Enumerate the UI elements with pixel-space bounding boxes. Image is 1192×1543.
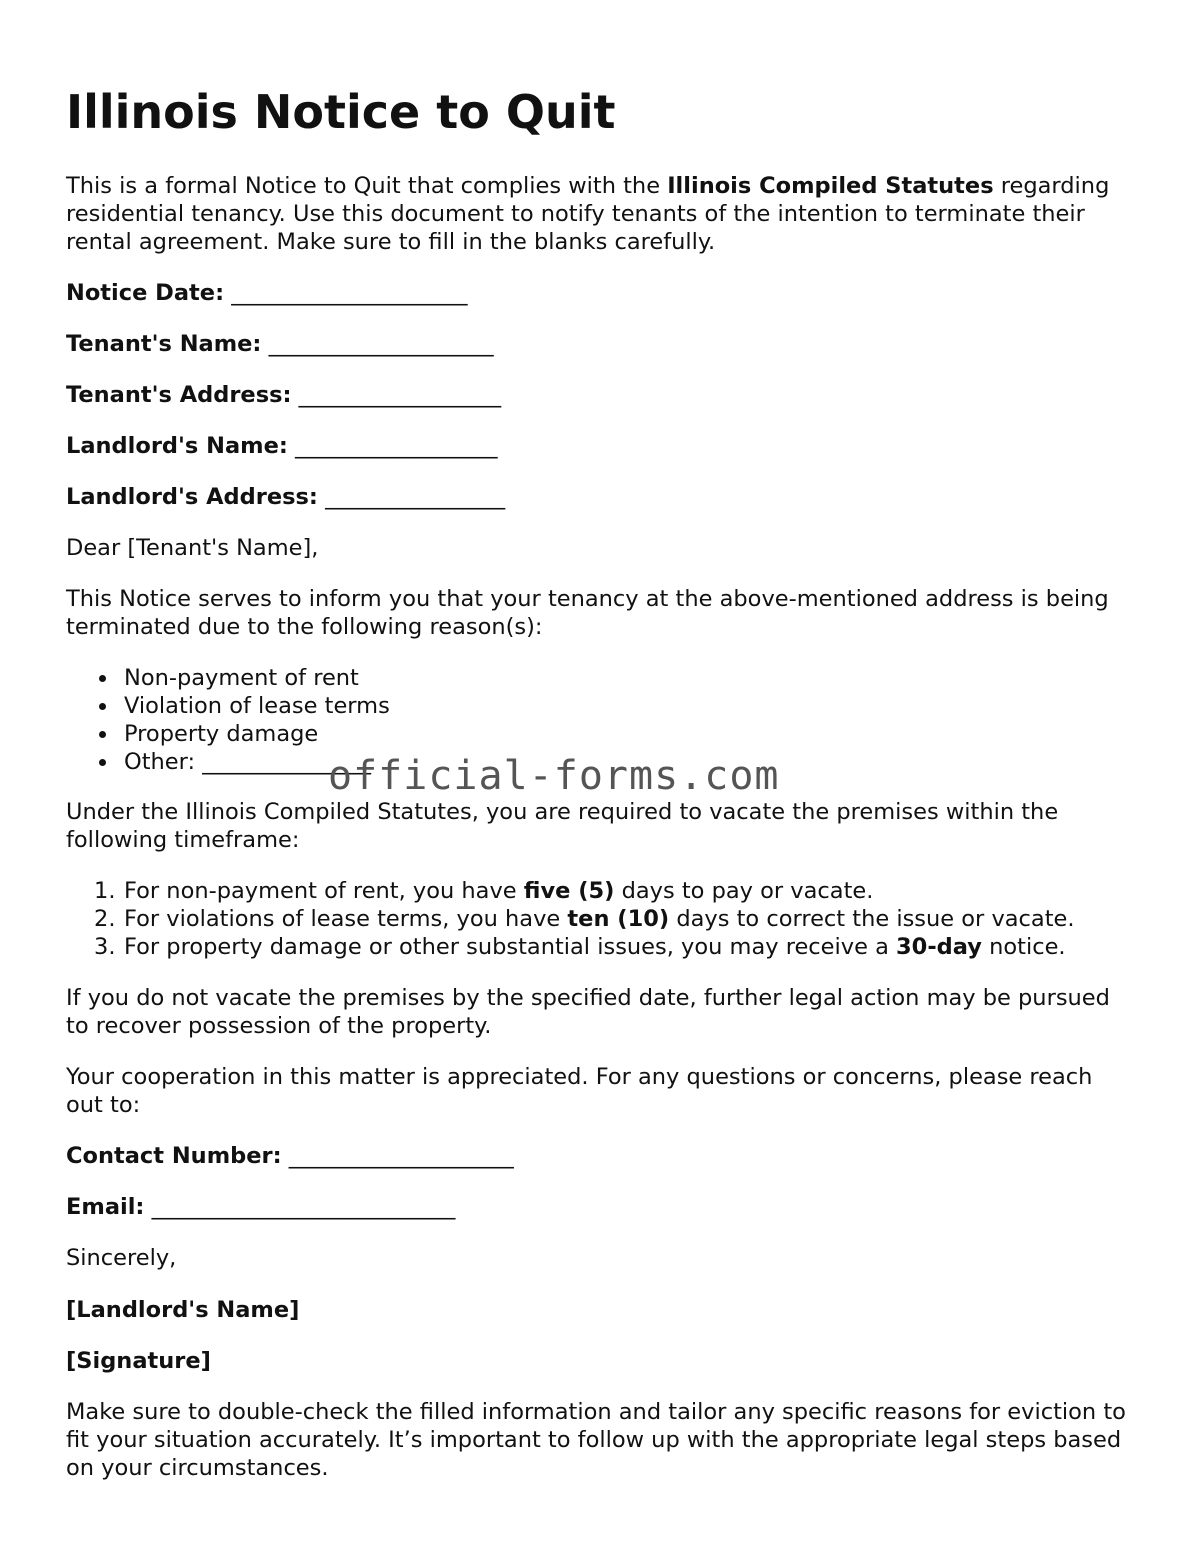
intro-text-end: regarding residential tenancy. Use this document to notify tenants of the intention to terminate their rental agreement. Make sure to fill in the blanks carefully. [66,173,1110,255]
timeframe-text: For property damage or other substantial issues, you may receive a [124,934,897,960]
watermark: official-forms.com [328,753,780,799]
notice-date-field [66,279,1126,307]
timeframe-text: For violations of lease terms, you have [124,906,568,932]
closing: Sincerely, [66,1245,177,1271]
email-blank[interactable]: ___________________________ [151,1194,456,1220]
notice-date-blank[interactable]: _____________________ [231,280,468,306]
reason-item: Property damage [66,720,390,748]
intro-paragraph [66,172,1126,256]
landlord-name-label: Landlord's Name: [66,433,288,459]
timeframe-period: five (5) [523,878,615,904]
timeframe-period: ten (10) [567,906,670,932]
landlord-address-field [66,483,1126,511]
contact-number-label: Contact Number: [66,1143,282,1169]
tenant-address-blank[interactable]: __________________ [298,382,502,408]
salutation: Dear [Tenant's Name], [66,535,319,561]
timeframe-number: 2. [94,906,116,932]
tenant-name-label: Tenant's Name: [66,331,262,357]
contact-number-blank[interactable]: ____________________ [288,1143,514,1169]
email-label: Email: [66,1194,145,1220]
tenant-name-field [66,330,1126,358]
notice-date-label: Notice Date: [66,280,225,306]
document-title: Illinois Notice to Quit [66,85,616,139]
cooperation-paragraph: Your cooperation in this matter is appreciated. For any questions or concerns, please reach out to: [66,1064,1093,1118]
tenant-address-field [66,381,1126,409]
notice-paragraph: This Notice serves to inform you that your tenancy at the above-mentioned address is being terminated due to the following reason(s): [66,586,1109,640]
timeframe-item [66,905,1075,933]
landlord-address-label: Landlord's Address: [66,484,318,510]
landlord-name-field [66,432,1126,460]
tenant-address-label: Tenant's Address: [66,382,292,408]
email-field [66,1193,1126,1221]
final-paragraph: Make sure to double-check the filled information and tailor any specific reasons for eviction to fit your situation accurately. It’s important to follow up with the appropriate legal steps based on your circumstances. [66,1399,1126,1481]
statute-paragraph: Under the Illinois Compiled Statutes, you are required to vacate the premises within the following timeframe: [66,799,1059,853]
signature-placeholder: [Signature] [66,1348,211,1374]
reason-item: Non-payment of rent [66,664,390,692]
contact-number-field [66,1142,1126,1170]
timeframe-text: days to pay or vacate. [614,878,874,904]
timeframe-text: notice. [981,934,1066,960]
timeframe-text: For non-payment of rent, you have [124,878,524,904]
intro-text-start: This is a formal Notice to Quit that complies with the [66,173,668,199]
landlord-name-placeholder: [Landlord's Name] [66,1297,300,1323]
timeframe-text: days to correct the issue or vacate. [669,906,1075,932]
timeframe-period: 30-day [896,934,982,960]
timeframes-list [66,877,1075,961]
landlord-address-blank[interactable]: ________________ [325,484,506,510]
timeframe-number: 1. [94,878,116,904]
tenant-name-blank[interactable]: ____________________ [268,331,494,357]
reason-item: Violation of lease terms [66,692,390,720]
landlord-name-blank[interactable]: __________________ [295,433,498,459]
timeframe-number: 3. [94,934,116,960]
timeframe-item [66,877,1075,905]
reason-item-other[interactable]: Other: _______________ [66,748,390,776]
timeframe-item [66,933,1075,961]
intro-statute-name: Illinois Compiled Statutes [667,173,994,199]
legal-action-paragraph: If you do not vacate the premises by the specified date, further legal action may be pursued to recover possession of the property. [66,985,1110,1039]
